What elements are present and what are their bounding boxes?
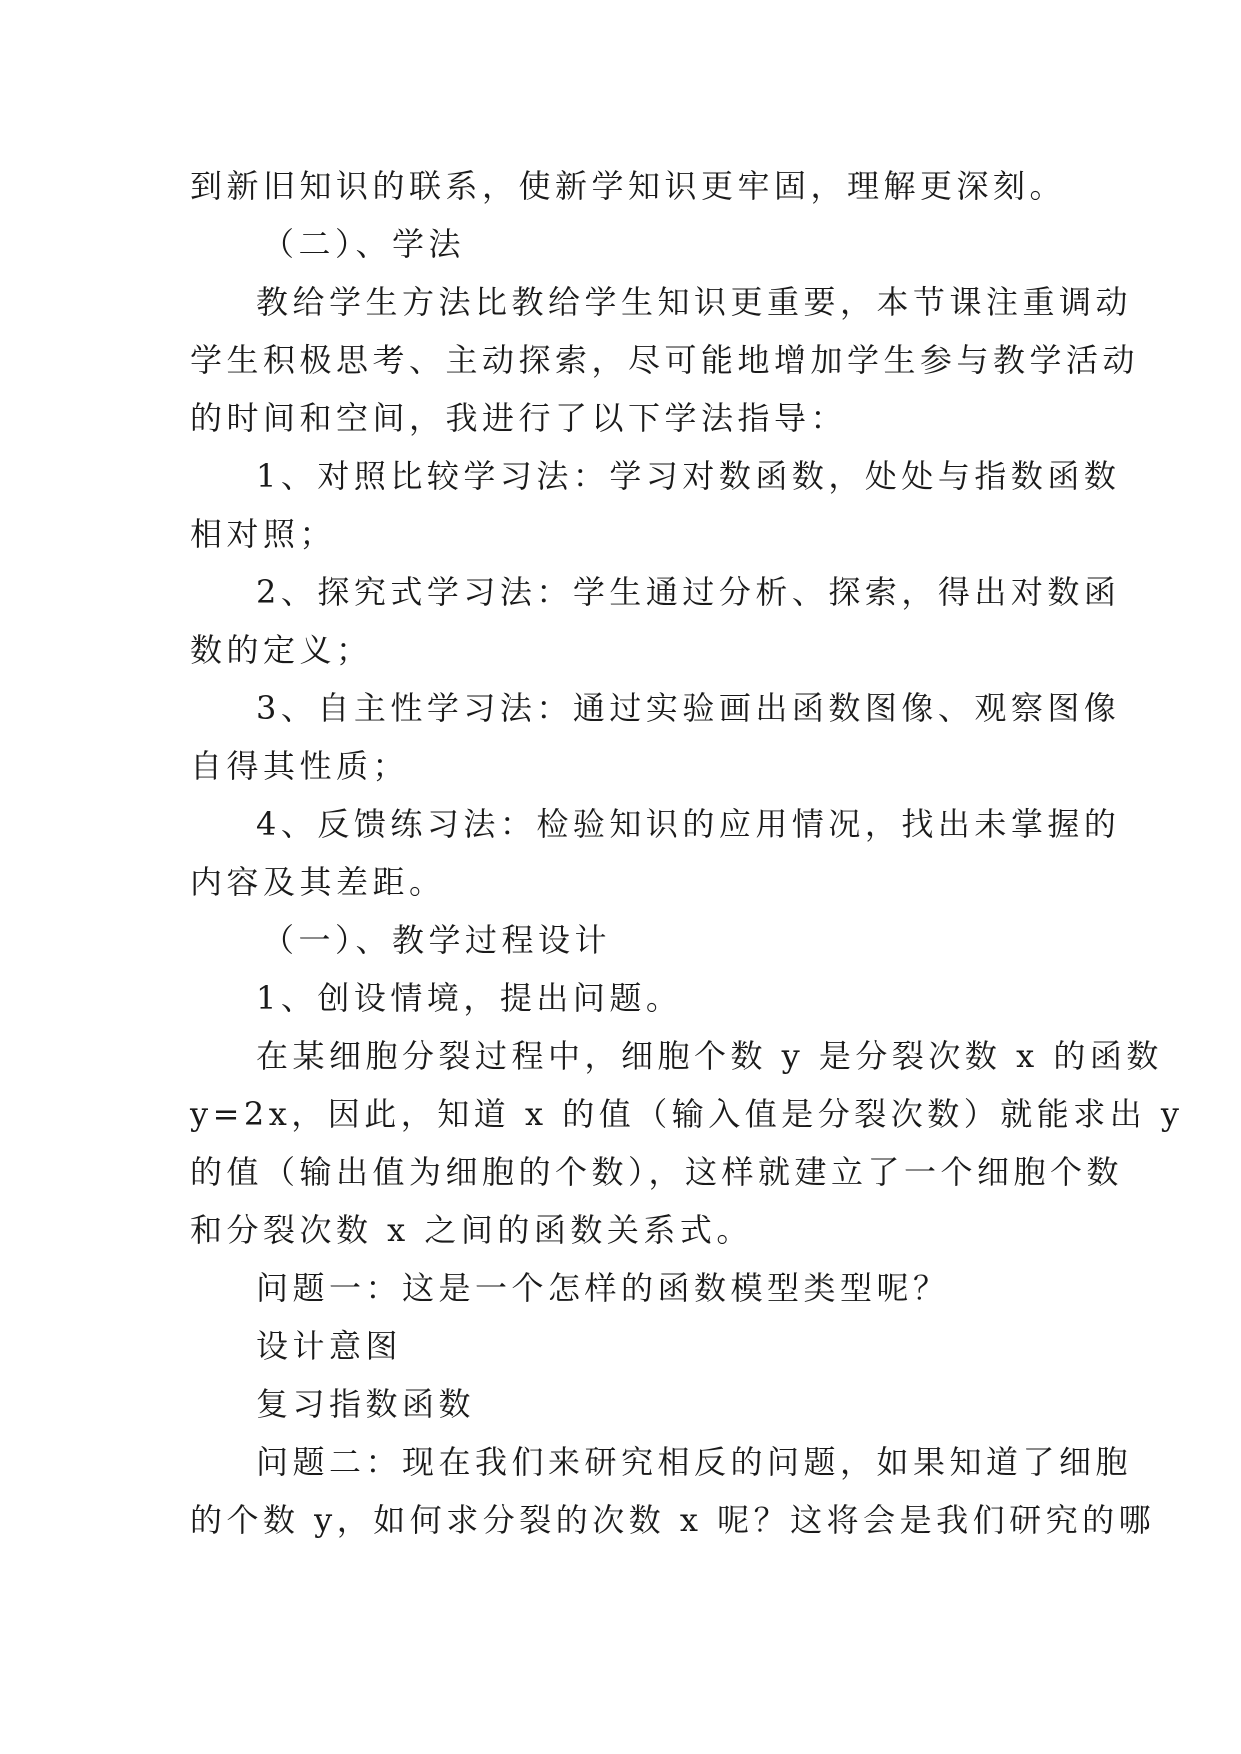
section-heading-process-design: （一）、教学过程设计: [262, 921, 612, 959]
text-line: 的个数 y，如何求分裂的次数 x 呢？这将会是我们研究的哪: [190, 1501, 1156, 1539]
text-line: 到新旧知识的联系，使新学知识更牢固，理解更深刻。: [190, 167, 1067, 205]
text-line: 的值（输出值为细胞的个数），这样就建立了一个细胞个数: [190, 1153, 1124, 1191]
question-two: 问题二：现在我们来研究相反的问题，如果知道了细胞: [256, 1443, 1133, 1481]
text-line: 的时间和空间，我进行了以下学法指导：: [190, 399, 848, 437]
list-item: 1、对照比较学习法：学习对数函数，处处与指数函数: [256, 457, 1121, 495]
text-line: 数的定义；: [190, 631, 373, 669]
text-line: 自得其性质；: [190, 747, 410, 785]
list-item: 4、反馈练习法：检验知识的应用情况，找出未掌握的: [256, 805, 1121, 843]
section-heading-learning-method: （二）、学法: [262, 225, 466, 263]
text-line: 复习指数函数: [256, 1385, 476, 1423]
list-item: 1、创设情境，提出问题。: [256, 979, 683, 1017]
question-one: 问题一：这是一个怎样的函数模型类型呢？: [256, 1269, 950, 1307]
text-line: 相对照；: [190, 515, 337, 553]
text-line: 在某细胞分裂过程中，细胞个数 y 是分裂次数 x 的函数: [256, 1037, 1163, 1075]
text-line: y=2x，因此，知道 x 的值（输入值是分裂次数）就能求出 y: [190, 1095, 1184, 1133]
text-line: 学生积极思考、主动探索，尽可能地增加学生参与教学活动: [190, 341, 1140, 379]
list-item: 3、自主性学习法：通过实验画出函数图像、观察图像: [256, 689, 1121, 727]
list-item: 2、探究式学习法：学生通过分析、探索，得出对数函: [256, 573, 1121, 611]
text-line: 和分裂次数 x 之间的函数关系式。: [190, 1211, 753, 1249]
text-line: 内容及其差距。: [190, 863, 446, 901]
text-line: 教给学生方法比教给学生知识更重要，本节课注重调动: [256, 283, 1133, 321]
design-intent-label: 设计意图: [256, 1327, 403, 1365]
